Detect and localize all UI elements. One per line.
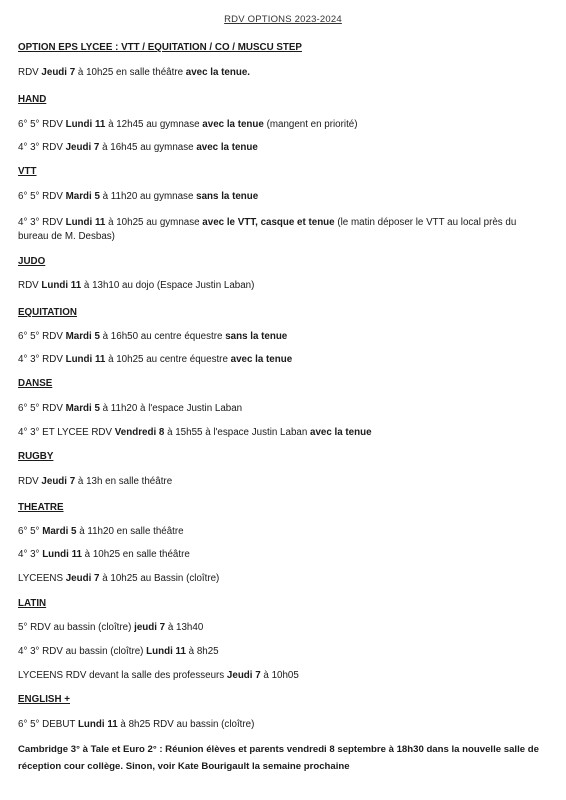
english-line-1: 6° 5° DEBUT Lundi 11 à 8h25 RDV au bassin (cloître) (18, 719, 255, 730)
section-heading-judo: JUDO (18, 256, 46, 267)
equitation-line-1: 6° 5° RDV Mardi 5 à 16h50 au centre équestre sans la tenue (18, 331, 288, 342)
rugby-line-1: RDV Jeudi 7 à 13h en salle théâtre (18, 476, 173, 487)
section-heading-rugby: RUGBY (18, 451, 54, 462)
section-heading-danse: DANSE (18, 378, 53, 389)
latin-line-3: LYCEENS RDV devant la salle des professeurs Jeudi 7 à 10h05 (18, 670, 299, 681)
section-heading-english: ENGLISH + (18, 694, 70, 705)
document-title: RDV OPTIONS 2023-2024 (224, 14, 342, 25)
latin-line-2: 4° 3° RDV au bassin (cloître) Lundi 11 à 8h25 (18, 646, 219, 657)
theatre-line-2: 4° 3° Lundi 11 à 10h25 en salle théâtre (18, 549, 190, 560)
vtt-line-1: 6° 5° RDV Mardi 5 à 11h20 au gymnase sans la tenue (18, 191, 259, 202)
theatre-line-3: LYCEENS Jeudi 7 à 10h25 au Bassin (cloître) (18, 573, 220, 584)
section-heading-hand: HAND (18, 94, 47, 105)
danse-line-1: 6° 5° RDV Mardi 5 à 11h20 à l'espace Justin Laban (18, 403, 243, 414)
section-heading-eps: OPTION EPS LYCEE : VTT / EQUITATION / CO / MUSCU STEP (18, 42, 302, 53)
theatre-line-1: 6° 5° Mardi 5 à 11h20 en salle théâtre (18, 526, 184, 537)
section-heading-equitation: EQUITATION (18, 307, 77, 318)
danse-line-2: 4° 3° ET LYCEE RDV Vendredi 8 à 15h55 à l'espace Justin Laban avec la tenue (18, 427, 372, 438)
equitation-line-2: 4° 3° RDV Lundi 11 à 10h25 au centre équestre avec la tenue (18, 354, 293, 365)
section-heading-vtt: VTT (18, 166, 37, 177)
vtt-line-2: 4° 3° RDV Lundi 11 à 10h25 au gymnase avec le VTT, casque et tenue (le matin déposer le VTT au local près du bureau de M. Desbas) (18, 217, 517, 242)
section-heading-theatre: THEATRE (18, 502, 64, 513)
eps-line-1: RDV Jeudi 7 à 10h25 en salle théâtre avec la tenue. (18, 67, 251, 78)
hand-line-1: 6° 5° RDV Lundi 11 à 12h45 au gymnase avec la tenue (mangent en priorité) (18, 119, 358, 130)
latin-line-1: 5° RDV au bassin (cloître) jeudi 7 à 13h40 (18, 622, 204, 633)
hand-line-2: 4° 3° RDV Jeudi 7 à 16h45 au gymnase avec la tenue (18, 142, 258, 153)
judo-line-1: RDV Lundi 11 à 13h10 au dojo (Espace Justin Laban) (18, 280, 255, 291)
section-heading-latin: LATIN (18, 598, 47, 609)
cambridge-note: Cambridge 3° à Tale et Euro 2° : Réunion élèves et parents vendredi 8 septembre à 18h30 dans la nouvelle salle de réception cour collège. Sinon, voir Kate Bourigault la semaine prochaine (18, 744, 539, 772)
